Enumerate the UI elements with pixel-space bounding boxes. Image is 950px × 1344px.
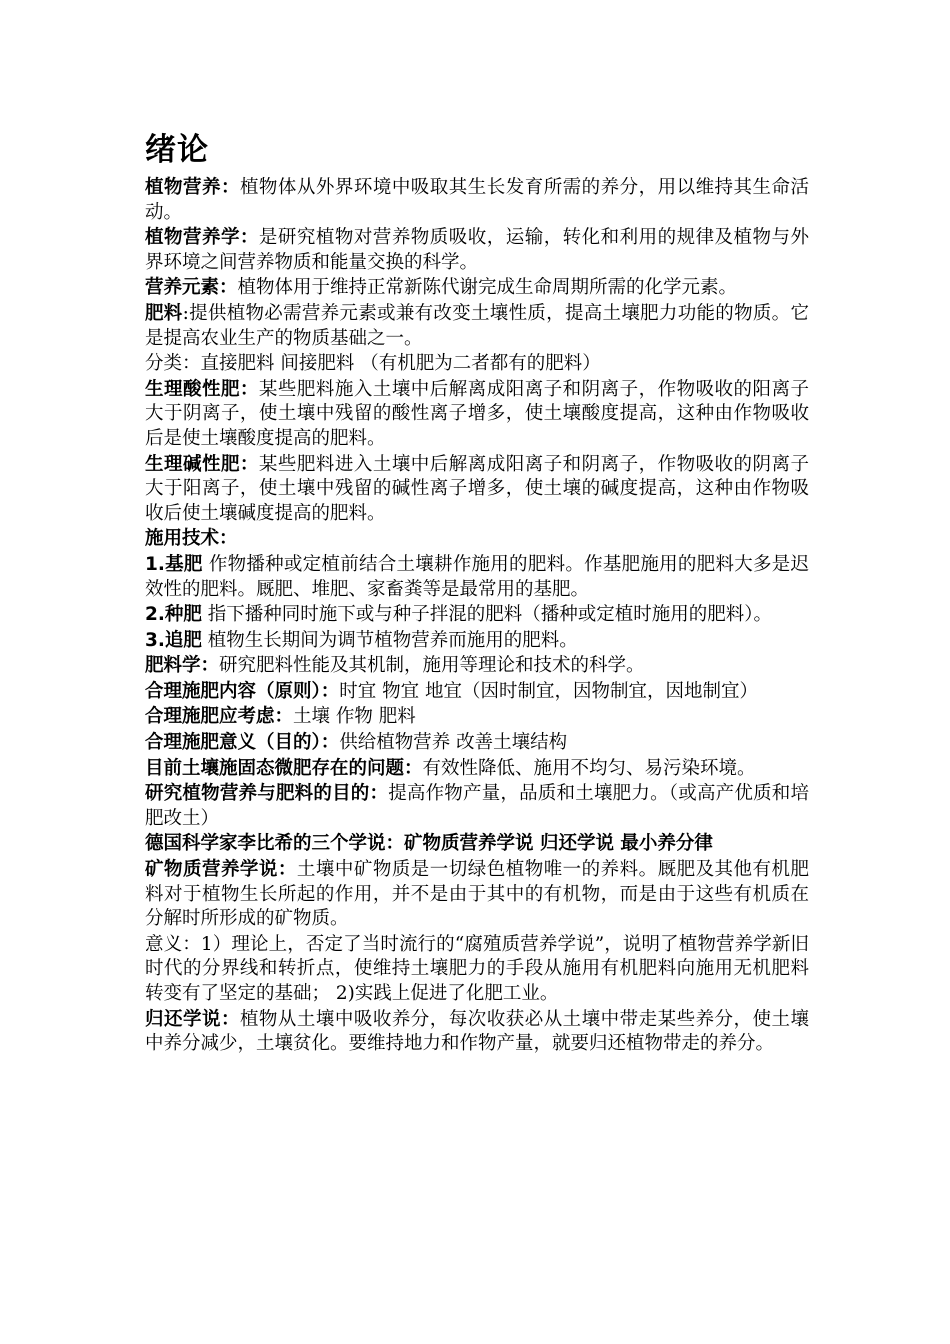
definition-text: 植物从土壤中吸收养分，每次收获必从土壤中带走某些养分，使土壤中养分减少，土壤贫化。要维持地力和作物产量，就要归还植物带走的养分。 xyxy=(145,1008,809,1055)
paragraph-significance xyxy=(145,933,809,1007)
section-label: 施用技术： xyxy=(145,528,238,550)
paragraph-nutrient-elements xyxy=(145,276,809,301)
definition-text: 研究肥料性能及其机制，施用等理论和技术的科学。 xyxy=(219,655,645,677)
term-label: 营养元素： xyxy=(145,277,238,299)
document-title: 绪论 xyxy=(145,132,209,168)
term-label: 合理施肥应考虑： xyxy=(145,706,294,728)
definition-text: 有效性降低、施用不均匀、易污染环境。 xyxy=(422,757,756,779)
paragraph-classification xyxy=(145,352,809,377)
paragraph-liebig-theories xyxy=(145,832,809,857)
term-label: 肥料 xyxy=(145,302,183,324)
paragraph-topdressing xyxy=(145,629,809,654)
definition-text: 植物生长期间为调节植物营养而施用的肥料。 xyxy=(201,629,578,651)
definition-text: 某些肥料施入土壤中后解离成阳离子和阴离子，作物吸收的阳离子大于阴离子，使土壤中残留的酸性离子增多，使土壤酸度提高，这种由作物吸收后是使土壤酸度提高的肥料。 xyxy=(145,378,809,449)
paragraph-rational-considerations xyxy=(145,705,809,730)
paragraph-application-techniques xyxy=(145,527,809,552)
definition-text: 提高作物产量，品质和土壤肥力。（或高产优质和培肥改土） xyxy=(145,783,809,829)
term-label: 目前土壤施固态微肥存在的问题： xyxy=(145,757,423,779)
definition-text: 土壤中矿物质是一切绿色植物唯一的养料。厩肥及其他有机肥料对于植物生长所起的作用，并不是由于其中的有机物，而是由于这些有机质在分解时所形成的矿物质。 xyxy=(145,859,809,930)
definition-text: 是研究植物对营养物质吸收，运输，转化和利用的规律及植物与外界环境之间营养物质和能量交换的科学。 xyxy=(145,227,809,273)
term-label: 3.追肥 xyxy=(145,629,202,651)
term-label: 2.种肥 xyxy=(145,604,202,626)
term-label: 植物营养学： xyxy=(145,227,259,249)
definition-text: 作物播种或定植前结合土壤耕作施用的肥料。作基肥施用的肥料大多是迟效性的肥料。厩肥、堆肥、家畜粪等是最常用的基肥。 xyxy=(145,553,810,600)
term-label: 生理酸性肥： xyxy=(145,378,259,400)
definition-text: 土壤 作物 肥料 xyxy=(293,706,416,728)
paragraph-plant-nutrition xyxy=(145,176,809,225)
paragraph-mineral-nutrition-theory xyxy=(145,858,809,932)
term-label: 合理施肥意义（目的）： xyxy=(145,732,340,754)
term-label: 归还学说： xyxy=(145,1008,240,1030)
document-page xyxy=(145,128,809,1058)
section-heading: 德国科学家李比希的三个学说：矿物质营养学说 归还学说 最小养分律 xyxy=(145,833,713,855)
body-text: 意义：1）理论上，否定了当时流行的“腐殖质营养学说”，说明了植物营养学新旧时代的分界线和转折点，使维持土壤肥力的手段从施用有机肥料向施用无机肥料转变有了坚定的基础； 2)实践上促进了化肥工业。 xyxy=(145,933,809,1004)
paragraph-micronutrient-problems xyxy=(145,757,809,782)
paragraph-fertilizer-science xyxy=(145,654,809,679)
definition-text: 指下播种同时施下或与种子拌混的肥料（播种或定植时施用的肥料）。 xyxy=(201,604,773,626)
term-label: 矿物质营养学说： xyxy=(145,859,297,881)
paragraph-rational-principles xyxy=(145,680,809,705)
term-label: 研究植物营养与肥料的目的： xyxy=(145,783,389,805)
paragraph-physiological-acid xyxy=(145,378,809,452)
paragraph-fertilizer xyxy=(145,302,809,351)
body-text: 分类：直接肥料 间接肥料 （有机肥为二者都有的肥料） xyxy=(145,353,601,375)
term-label: 合理施肥内容（原则）： xyxy=(145,680,340,702)
paragraph-seed-fertilizer xyxy=(145,603,809,628)
definition-text: 植物体用于维持正常新陈代谢完成生命周期所需的化学元素。 xyxy=(237,277,738,299)
paragraph-rational-significance xyxy=(145,731,809,756)
definition-text: 供给植物营养 改善土壤结构 xyxy=(339,732,568,754)
definition-text: 植物体从外界环境中吸取其生长发育所需的养分，用以维持其生命活动。 xyxy=(145,177,809,223)
paragraph-physiological-alkaline xyxy=(145,453,809,527)
definition-text: 某些肥料进入土壤中后解离成阳离子和阴离子，作物吸收的阴离子大于阳离子，使土壤中残留的碱性离子增多，使土壤的碱度提高，这种由作物吸收后使土壤碱度提高的肥料。 xyxy=(145,453,809,524)
paragraph-base-fertilizer xyxy=(145,553,809,602)
paragraph-return-theory xyxy=(145,1008,809,1057)
paragraph-plant-nutrition-science xyxy=(145,226,809,275)
definition-text: :提供植物必需营养元素或兼有改变土壤性质，提高土壤肥力功能的物质。它是提高农业生产的物质基础之一。 xyxy=(145,302,809,349)
term-label: 生理碱性肥： xyxy=(145,453,259,475)
term-label: 1.基肥 xyxy=(145,553,203,575)
paragraph-research-purpose xyxy=(145,782,809,831)
term-label: 肥料学： xyxy=(145,655,220,677)
term-label: 植物营养： xyxy=(145,177,240,198)
definition-text: 时宜 物宜 地宜（因时制宜，因物制宜，因地制宜） xyxy=(339,680,759,702)
